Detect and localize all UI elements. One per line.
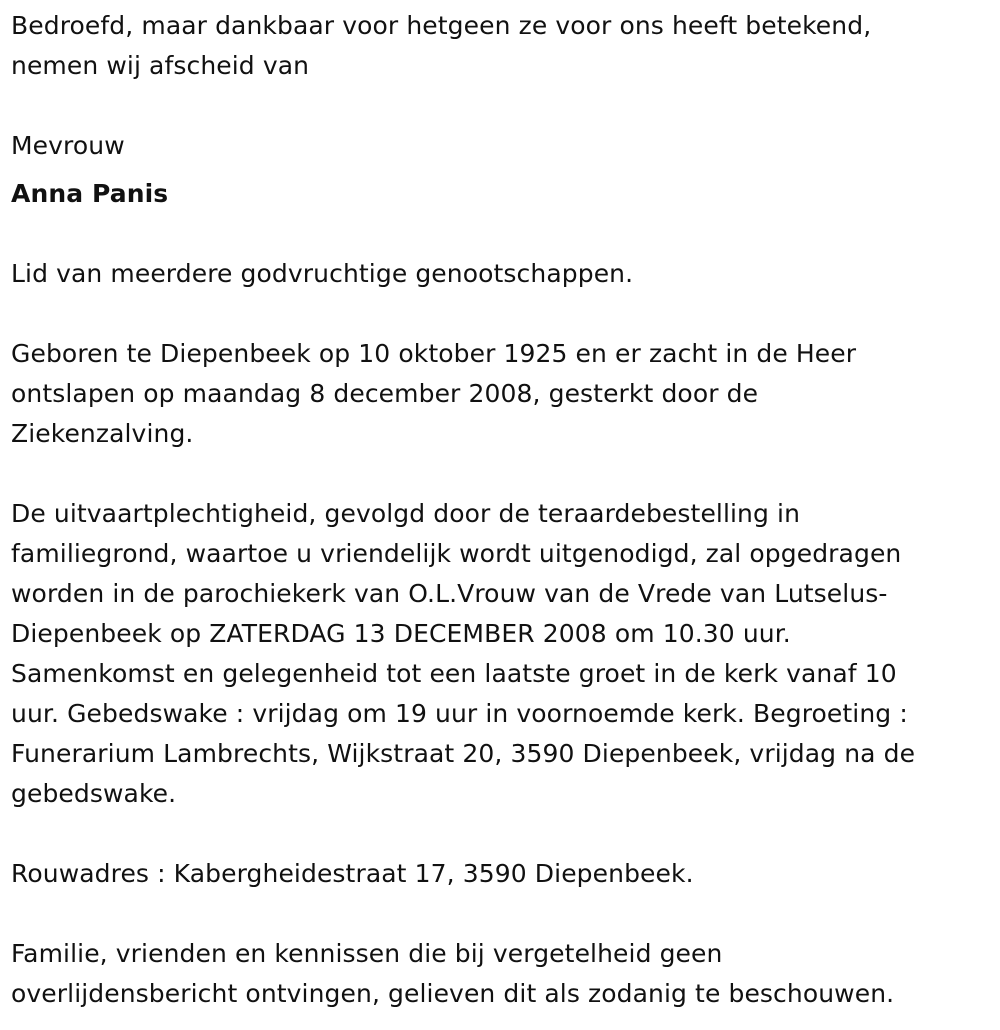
closing-paragraph	[11, 934, 996, 1014]
spacer	[11, 166, 996, 174]
honorific: Mevrouw	[11, 131, 125, 160]
birth-death-line: Ziekenzalving.	[11, 419, 194, 448]
birth-death-line: ontslapen op maandag 8 december 2008, gesterkt door de	[11, 379, 759, 408]
birth-death-line: Geboren te Diepenbeek op 10 oktober 1925 en er zacht in de Heer	[11, 339, 857, 368]
intro-paragraph	[11, 6, 996, 86]
spacer	[11, 814, 996, 854]
closing-line: overlijdensbericht ontvingen, gelieven dit als zodanig te beschouwen.	[11, 979, 895, 1008]
funeral-line: familiegrond, waartoe u vriendelijk wordt uitgenodigd, zal opgedragen	[11, 539, 902, 568]
birth-death-paragraph	[11, 334, 996, 454]
funeral-line: Funerarium Lambrechts, Wijkstraat 20, 3590 Diepenbeek, vrijdag na de	[11, 739, 916, 768]
address-paragraph: Rouwadres : Kabergheidestraat 17, 3590 Diepenbeek.	[11, 859, 694, 888]
spacer	[11, 294, 996, 334]
funeral-line: Diepenbeek op ZATERDAG 13 DECEMBER 2008 om 10.30 uur.	[11, 619, 791, 648]
funeral-line: worden in de parochiekerk van O.L.Vrouw van de Vrede van Lutselus-	[11, 579, 888, 608]
obituary-notice	[11, 6, 996, 1014]
membership-paragraph: Lid van meerdere godvruchtige genootschappen.	[11, 259, 634, 288]
funeral-line: gebedswake.	[11, 779, 177, 808]
funeral-line: uur. Gebedswake : vrijdag om 19 uur in voornoemde kerk. Begroeting :	[11, 699, 908, 728]
funeral-line: Samenkomst en gelegenheid tot een laatste groet in de kerk vanaf 10	[11, 659, 897, 688]
intro-line: Bedroefd, maar dankbaar voor hetgeen ze voor ons heeft betekend,	[11, 11, 872, 40]
spacer	[11, 86, 996, 126]
deceased-name: Anna Panis	[11, 179, 169, 208]
funeral-line: De uitvaartplechtigheid, gevolgd door de teraardebestelling in	[11, 499, 801, 528]
spacer	[11, 894, 996, 934]
funeral-paragraph	[11, 494, 996, 814]
spacer	[11, 214, 996, 254]
spacer	[11, 454, 996, 494]
closing-line: Familie, vrienden en kennissen die bij vergetelheid geen	[11, 939, 723, 968]
intro-line: nemen wij afscheid van	[11, 51, 310, 80]
